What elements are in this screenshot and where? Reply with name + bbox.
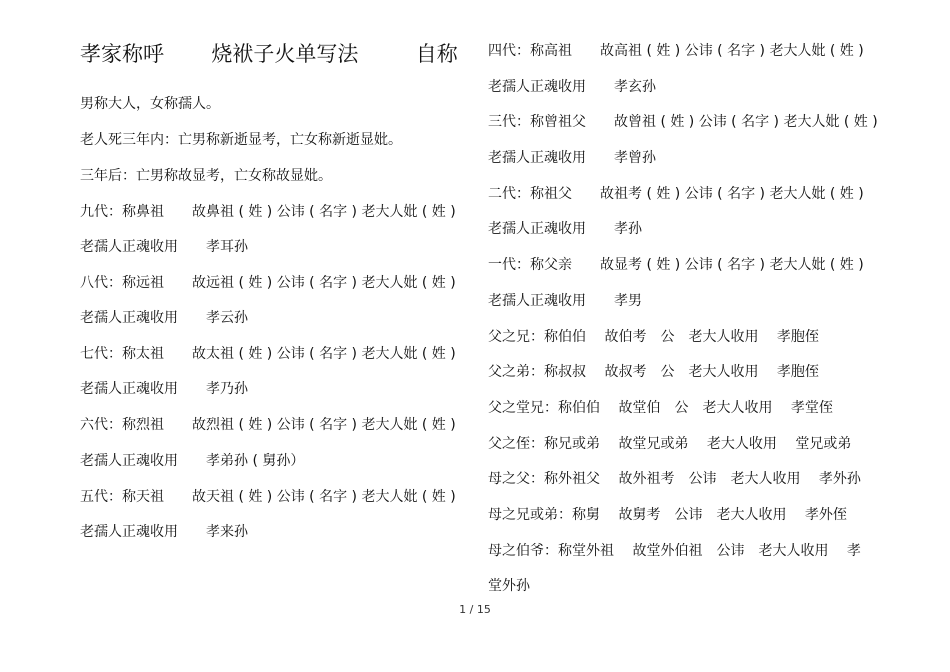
text-line: 二代：称祖父 故祖考 ( 姓 ) 公讳 ( 名字 ) 老大人妣 ( 姓 ) (488, 186, 864, 202)
text-line: 四代：称高祖 故高祖 ( 姓 ) 公讳 ( 名字 ) 老大人妣 ( 姓 ) (488, 43, 864, 59)
text-line: 老孺人正魂收用 孝弟孙 ( 舅孙） (80, 453, 305, 469)
page-number: 1 / 15 (459, 603, 491, 616)
text-line: 母之父：称外祖父 故外祖考 公讳 老大人收用 孝外孙 (488, 471, 861, 487)
text-line: 七代：称太祖 故太祖 ( 姓 ) 公讳 ( 名字 ) 老大人妣 ( 姓 ) (80, 346, 456, 362)
text-line: 三代：称曾祖父 故曾祖 ( 姓 ) 公讳 ( 名字 ) 老大人妣 ( 姓 ) (488, 114, 878, 130)
text-line: 老孺人正魂收用 孝云孙 (80, 310, 248, 326)
text-line: 父之侄：称兄或弟 故堂兄或弟 老大人收用 堂兄或弟 (488, 436, 852, 452)
text-line: 母之伯爷：称堂外祖 故堂外伯祖 公讳 老大人收用 孝 (488, 543, 861, 559)
text-line: 九代：称鼻祖 故鼻祖 ( 姓 ) 公讳 ( 名字 ) 老大人妣 ( 姓 ) (80, 204, 456, 220)
text-line: 老孺人正魂收用 孝来孙 (80, 524, 248, 540)
text-line: 老孺人正魂收用 孝孙 (488, 221, 642, 237)
title-part-1: 孝家称呼 (80, 42, 164, 66)
title-part-3: 自称 (415, 42, 458, 66)
text-line: 一代：称父亲 故显考 ( 姓 ) 公讳 ( 名字 ) 老大人妣 ( 姓 ) (488, 257, 864, 273)
text-line: 六代：称烈祖 故烈祖 ( 姓 ) 公讳 ( 名字 ) 老大人妣 ( 姓 ) (80, 417, 456, 433)
text-line: 三年后：亡男称故显考，亡女称故显妣。 (80, 168, 332, 184)
text-line: 八代：称远祖 故远祖 ( 姓 ) 公讳 ( 名字 ) 老大人妣 ( 姓 ) (80, 275, 456, 291)
text-line: 老人死三年内：亡男称新逝显考，亡女称新逝显妣。 (80, 132, 402, 148)
text-line: 老孺人正魂收用 孝男 (488, 293, 642, 309)
text-line: 堂外孙 (488, 578, 530, 594)
page-title (80, 38, 458, 68)
text-line: 五代：称天祖 故天祖 ( 姓 ) 公讳 ( 名字 ) 老大人妣 ( 姓 ) (80, 489, 456, 505)
text-line: 父之兄：称伯伯 故伯考 公 老大人收用 孝胞侄 (488, 329, 819, 345)
text-line: 老孺人正魂收用 孝玄孙 (488, 79, 656, 95)
text-line: 老孺人正魂收用 孝耳孙 (80, 239, 248, 255)
text-line: 母之兄或弟：称舅 故舅考 公讳 老大人收用 孝外侄 (488, 507, 847, 523)
text-line: 父之堂兄：称伯伯 故堂伯 公 老大人收用 孝堂侄 (488, 400, 833, 416)
text-line: 男称大人，女称孺人。 (80, 96, 220, 112)
text-line: 父之弟：称叔叔 故叔考 公 老大人收用 孝胞侄 (488, 364, 819, 380)
title-part-2: 烧袱子火单写法 (211, 42, 359, 66)
text-line: 老孺人正魂收用 孝曾孙 (488, 150, 656, 166)
text-line: 老孺人正魂收用 孝乃孙 (80, 381, 248, 397)
